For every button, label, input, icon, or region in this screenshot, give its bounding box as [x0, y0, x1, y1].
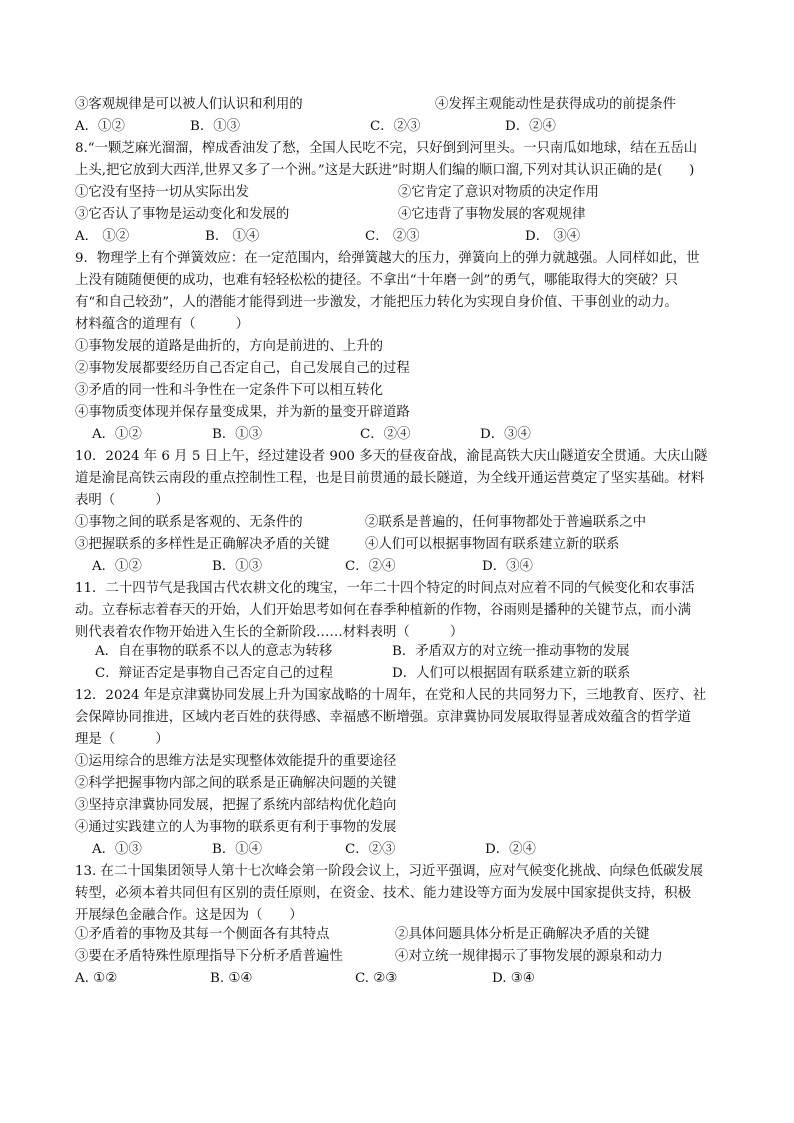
q12-stem-line-3: 理是（ ） [75, 732, 169, 747]
q7-option-4: ④发挥主观能动性是获得成功的前提条件 [435, 97, 677, 112]
q9-stem-line-1: 9．物理学上有个弹簧效应：在一定范围内，给弹簧越大的压力，弹簧向上的弹力就越强。人同样如此，世 [75, 251, 700, 266]
q8-choice-d[interactable]: D． ③④ [525, 229, 581, 244]
q8-choice-b[interactable]: B． ①④ [205, 229, 260, 244]
q10-stem-line-2: 道是渝昆高铁云南段的重点控制性工程，也是目前贯通的最长隧道，为全线开通运营奠定了坚实基础。材料 [75, 471, 705, 486]
q8-stem-line-1: 8.“一颗芝麻光溜溜，榨成香油发了愁，全国人民吃不完，只好倒到河里头。一只南瓜如地球，结在五岳山 [75, 141, 698, 156]
q13-choice-a[interactable]: A. ①② [75, 971, 118, 986]
q9-option-3: ③矛盾的同一性和斗争性在一定条件下可以相互转化 [75, 383, 383, 398]
q13-choice-b[interactable]: B. ①④ [210, 971, 253, 986]
q13-option-1: ①矛盾着的事物及其每一个侧面各有其特点 [75, 927, 330, 942]
q10-choice-b[interactable]: B．①③ [212, 559, 263, 574]
q9-option-4: ④事物质变体现并保存量变成果，并为新的量变开辟道路 [75, 405, 410, 420]
q10-choice-c[interactable]: C．②④ [345, 559, 396, 574]
q12-option-4: ④通过实践建立的人为事物的联系更有利于事物的发展 [75, 820, 397, 835]
q8-stem-line-2: 上头,把它放到大西洋,世界又多了一个洲。”这是大跃进”时期人们编的顺口溜,下列对其认识正确的是( ) [75, 163, 695, 178]
q13-stem-line-1: 13. 在二十国集团领导人第十七次峰会第一阶段会议上，习近平强调，应对气候变化挑战、向绿色低碳发展 [75, 864, 704, 879]
q12-choice-d[interactable]: D．②④ [485, 842, 536, 857]
q12-stem-line-2: 会保障协同推进，区域内老百姓的获得感、幸福感不断增强。京津冀协同发展取得显著成效蕴含的哲学道 [75, 710, 691, 725]
q12-option-2: ②科学把握事物内部之间的联系是正确解决问题的关键 [75, 776, 397, 791]
q13-option-2: ②具体问题具体分析是正确解决矛盾的关键 [395, 927, 650, 942]
q8-option-3: ③它否认了事物是运动变化和发展的 [75, 207, 290, 222]
q8-option-1: ①它没有坚持一切从实际出发 [75, 185, 250, 200]
q12-option-1: ①运用综合的思维方法是实现整体效能提升的重要途径 [75, 754, 397, 769]
q12-choice-c[interactable]: C．②③ [345, 842, 396, 857]
q13-choice-c[interactable]: C. ②③ [355, 971, 398, 986]
q9-stem-line-3: 有“和自己较劲”，人的潜能才能得到进一步激发，才能把压力转化为实现自身价值、干事创业的动力。 [75, 295, 678, 310]
q13-choice-d[interactable]: D. ③④ [492, 971, 535, 986]
q12-choice-b[interactable]: B．①④ [212, 842, 263, 857]
q7-choice-b[interactable]: B．①③ [190, 119, 241, 134]
q9-choice-b[interactable]: B．①③ [212, 427, 263, 442]
q10-option-2: ②联系是普遍的，任何事物都处于普遍联系之中 [365, 515, 647, 530]
q7-choice-d[interactable]: D．②④ [505, 119, 556, 134]
q9-choice-c[interactable]: C．②④ [360, 427, 411, 442]
q12-option-3: ③坚持京津冀协同发展，把握了系统内部结构优化趋向 [75, 798, 397, 813]
q10-stem-line-3: 表明（ ） [75, 493, 169, 508]
q8-option-4: ④它违背了事物发展的客观规律 [398, 207, 586, 222]
q11-choice-d[interactable]: D．人们可以根据固有联系建立新的联系 [392, 666, 631, 681]
q8-choice-c[interactable]: C． ②③ [365, 229, 420, 244]
q7-choice-c[interactable]: C．②③ [370, 119, 421, 134]
q11-stem-line-3: 则代表着农作物开始进入生长的全新阶段……材料表明（ ） [75, 625, 464, 640]
q11-choice-a[interactable]: A．自在事物的联系不以人的意志为转移 [95, 644, 333, 659]
q7-choice-a[interactable]: A．①② [75, 119, 125, 134]
q9-choice-a[interactable]: A．①② [92, 427, 142, 442]
q10-choice-d[interactable]: D．③④ [482, 559, 533, 574]
q10-option-3: ③把握联系的多样性是正确解决矛盾的关键 [75, 537, 330, 552]
q13-stem-line-2: 转型，必须本着共同但有区别的责任原则，在资金、技术、能力建设等方面为发展中国家提供支持，积极 [75, 886, 691, 901]
q10-choice-a[interactable]: A．①② [92, 559, 142, 574]
q9-option-2: ②事物发展都要经历自己否定自己，自己发展自己的过程 [75, 361, 410, 376]
q7-option-3: ③客观规律是可以被人们认识和利用的 [75, 97, 303, 112]
q10-option-1: ①事物之间的联系是客观的、无条件的 [75, 515, 303, 530]
q8-choice-a[interactable]: A． ①② [75, 229, 130, 244]
q11-choice-b[interactable]: B．矛盾双方的对立统一推动事物的发展 [392, 644, 630, 659]
q9-choice-d[interactable]: D．③④ [480, 427, 531, 442]
q10-stem-line-1: 10．2024 年 6 月 5 日上午，经过建设者 900 多天的昼夜奋战，渝昆高铁大庆山隧道安全贯通。大庆山隧 [75, 449, 708, 464]
q9-stem-line-4: 材料蕴含的道理有（ ） [75, 317, 250, 332]
q9-option-1: ①事物发展的道路是曲折的，方向是前进的、上升的 [75, 339, 383, 354]
q12-stem-line-1: 12．2024 年是京津冀协同发展上升为国家战略的十周年，在党和人民的共同努力下，三地教育、医疗、社 [75, 688, 707, 703]
q12-choice-a[interactable]: A．①③ [92, 842, 142, 857]
q10-option-4: ④人们可以根据事物固有联系建立新的联系 [365, 537, 620, 552]
q11-stem-line-1: 11．二十四节气是我国古代农耕文化的瑰宝，一年二十四个特定的时间点对应着不同的气候变化和农事活 [75, 581, 695, 596]
q11-stem-line-2: 动。立春标志着春天的开始，人们开始思考如何在春季种植新的作物，谷雨则是播种的关键节点，而小满 [75, 603, 691, 618]
q9-stem-line-2: 上没有随随便便的成功，也难有轻轻松松的捷径。不拿出“十年磨一剑”的勇气，哪能取得大的突破？只 [75, 273, 678, 288]
q13-option-3: ③要在矛盾特殊性原理指导下分析矛盾普遍性 [75, 949, 343, 964]
q13-option-4: ④对立统一规律揭示了事物发展的源泉和动力 [395, 949, 663, 964]
q8-option-2: ②它肯定了意识对物质的决定作用 [398, 185, 599, 200]
q11-choice-c[interactable]: C．辩证否定是事物自己否定自己的过程 [95, 666, 333, 681]
q13-stem-line-3: 开展绿色金融合作。这是因为（ ） [75, 908, 303, 923]
